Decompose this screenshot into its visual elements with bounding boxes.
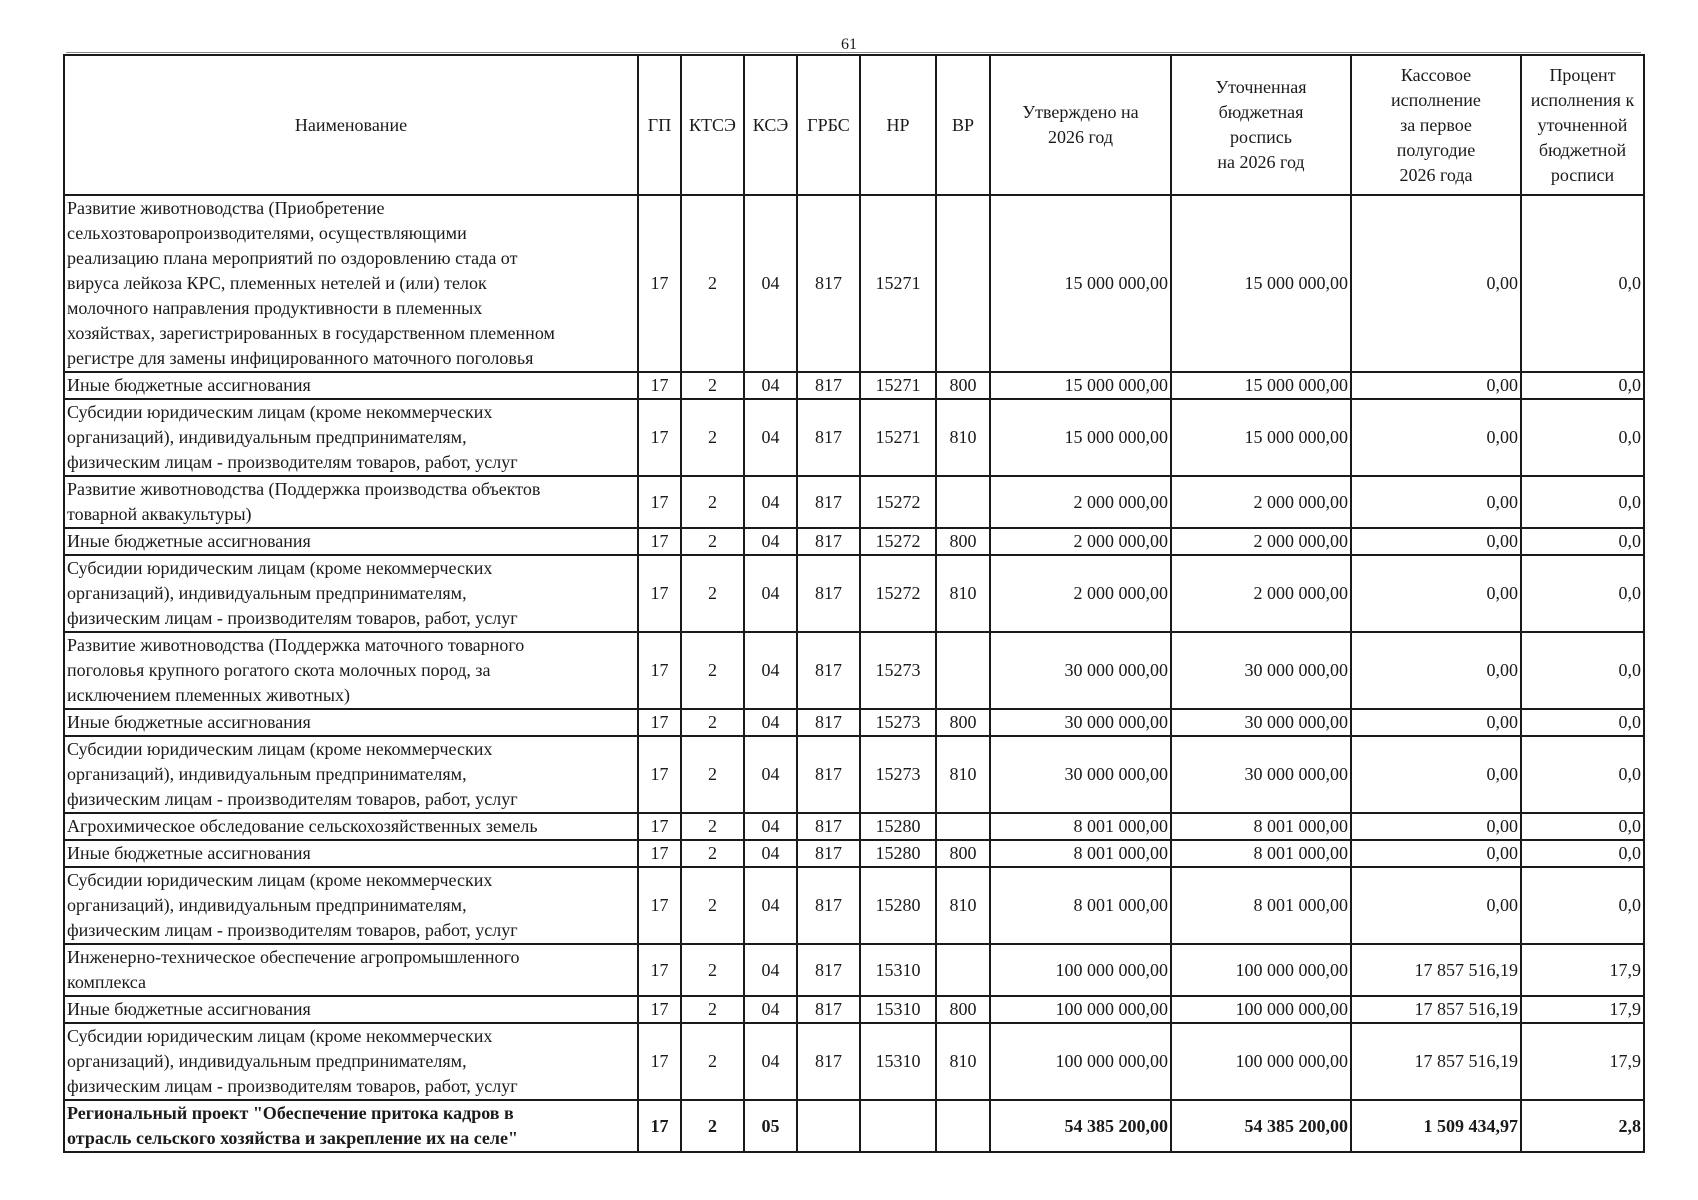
cell-grbs: 817 <box>797 632 860 709</box>
cell-percent: 0,0 <box>1521 632 1644 709</box>
cell-ktse: 2 <box>681 996 744 1023</box>
cell-np: 15271 <box>860 372 936 399</box>
cell-name <box>64 1100 638 1152</box>
table-row <box>64 632 1644 709</box>
cell-gp: 17 <box>638 709 681 736</box>
cell-name <box>64 195 638 372</box>
header-grbs: ГРБС <box>797 55 860 195</box>
cell-name-line: Иные бюджетные ассигнования <box>67 843 311 863</box>
cell-ktse: 2 <box>681 476 744 528</box>
cell-grbs: 817 <box>797 709 860 736</box>
cell-percent: 0,0 <box>1521 476 1644 528</box>
cell-grbs: 817 <box>797 528 860 555</box>
cell-cash: 0,00 <box>1351 867 1521 944</box>
page-number: 61 <box>841 36 857 53</box>
cell-np: 15280 <box>860 867 936 944</box>
cell-vr: 800 <box>936 372 990 399</box>
cell-cash: 0,00 <box>1351 555 1521 632</box>
cell-name-line: физическим лицам - производителям товаров, работ, услуг <box>67 1076 518 1096</box>
cell-np: 15273 <box>860 632 936 709</box>
header-refined <box>1171 55 1351 195</box>
cell-approved: 15 000 000,00 <box>990 372 1171 399</box>
cell-vr <box>936 1100 990 1152</box>
cell-refined: 2 000 000,00 <box>1171 555 1351 632</box>
header-np: НР <box>860 55 936 195</box>
cell-name-line: организаций), индивидуальным предпринимателям, <box>67 764 467 784</box>
cell-refined: 100 000 000,00 <box>1171 944 1351 996</box>
cell-percent: 0,0 <box>1521 813 1644 840</box>
cell-name-line: организаций), индивидуальным предпринимателям, <box>67 583 467 603</box>
cell-grbs: 817 <box>797 372 860 399</box>
cell-name-line: организаций), индивидуальным предпринимателям, <box>67 1051 467 1071</box>
cell-name-line: Развитие животноводства (Приобретение <box>67 198 385 218</box>
cell-np: 15310 <box>860 1023 936 1100</box>
cell-name <box>64 709 638 736</box>
cell-name-line: Субсидии юридическим лицам (кроме некоммерческих <box>67 1026 493 1046</box>
cell-grbs: 817 <box>797 736 860 813</box>
cell-name-line: организаций), индивидуальным предпринимателям, <box>67 895 467 915</box>
cell-kse: 04 <box>744 736 797 813</box>
cell-ktse: 2 <box>681 736 744 813</box>
cell-kse: 04 <box>744 1023 797 1100</box>
cell-cash: 0,00 <box>1351 709 1521 736</box>
cell-name <box>64 555 638 632</box>
cell-name <box>64 813 638 840</box>
cell-name-line: Региональный проект "Обеспечение притока кадров в <box>67 1103 514 1123</box>
cell-gp: 17 <box>638 840 681 867</box>
table-row <box>64 944 1644 996</box>
cell-name-line: организаций), индивидуальным предпринимателям, <box>67 427 467 447</box>
cell-kse: 04 <box>744 813 797 840</box>
cell-percent: 0,0 <box>1521 840 1644 867</box>
cell-grbs: 817 <box>797 840 860 867</box>
cell-refined: 8 001 000,00 <box>1171 840 1351 867</box>
cell-gp: 17 <box>638 399 681 476</box>
header-refined-line: на 2026 год <box>1217 152 1305 172</box>
cell-percent: 0,0 <box>1521 736 1644 813</box>
table-row <box>64 709 1644 736</box>
header-ktse: КТСЭ <box>681 55 744 195</box>
cell-approved: 8 001 000,00 <box>990 867 1171 944</box>
cell-name-line: регистре для замены инфицированного маточного поголовья <box>67 348 534 368</box>
cell-name-line: поголовья крупного рогатого скота молочных пород, за <box>67 660 491 680</box>
cell-refined: 15 000 000,00 <box>1171 399 1351 476</box>
table-row <box>64 399 1644 476</box>
cell-vr <box>936 476 990 528</box>
cell-approved: 54 385 200,00 <box>990 1100 1171 1152</box>
cell-percent: 17,9 <box>1521 1023 1644 1100</box>
cell-name <box>64 476 638 528</box>
header-approved <box>990 55 1171 195</box>
cell-refined: 8 001 000,00 <box>1171 813 1351 840</box>
cell-ktse: 2 <box>681 867 744 944</box>
cell-name-line: Инженерно-техническое обеспечение агропромышленного <box>67 947 520 967</box>
cell-percent: 0,0 <box>1521 372 1644 399</box>
cell-np: 15271 <box>860 195 936 372</box>
cell-approved: 100 000 000,00 <box>990 944 1171 996</box>
cell-cash: 0,00 <box>1351 372 1521 399</box>
cell-gp: 17 <box>638 372 681 399</box>
cell-np: 15271 <box>860 399 936 476</box>
cell-kse: 04 <box>744 555 797 632</box>
cell-grbs: 817 <box>797 867 860 944</box>
cell-name-line: Развитие животноводства (Поддержка производства объектов <box>67 479 541 499</box>
cell-approved: 2 000 000,00 <box>990 528 1171 555</box>
cell-percent: 0,0 <box>1521 528 1644 555</box>
cell-approved: 100 000 000,00 <box>990 1023 1171 1100</box>
header-cash-line: 2026 года <box>1399 164 1473 185</box>
table-row <box>64 528 1644 555</box>
cell-vr <box>936 632 990 709</box>
cell-np: 15273 <box>860 736 936 813</box>
cell-approved: 30 000 000,00 <box>990 736 1171 813</box>
table-row <box>64 813 1644 840</box>
cell-name <box>64 996 638 1023</box>
header-kse: КСЭ <box>744 55 797 195</box>
cell-gp: 17 <box>638 1100 681 1152</box>
cell-gp: 17 <box>638 195 681 372</box>
header-cash-line: полугодие <box>1396 139 1476 160</box>
table-row <box>64 372 1644 399</box>
cell-name <box>64 867 638 944</box>
cell-name <box>64 399 638 476</box>
cell-name-line: вируса лейкоза КРС, племенных нетелей и (или) телок <box>67 273 487 293</box>
cell-ktse: 2 <box>681 944 744 996</box>
table-row <box>64 840 1644 867</box>
header-cash-line: Кассовое <box>1400 64 1472 85</box>
cell-np: 15280 <box>860 813 936 840</box>
cell-ktse: 2 <box>681 528 744 555</box>
cell-cash: 0,00 <box>1351 195 1521 372</box>
cell-percent: 17,9 <box>1521 996 1644 1023</box>
header-cash-line: исполнение <box>1391 89 1481 110</box>
header-approved-line: Утверждено на <box>1022 102 1139 122</box>
cell-ktse: 2 <box>681 840 744 867</box>
cell-percent: 2,8 <box>1521 1100 1644 1152</box>
cell-name-line: физическим лицам - производителям товаров, работ, услуг <box>67 452 518 472</box>
header-cash-line: за первое <box>1400 114 1472 135</box>
cell-np: 15280 <box>860 840 936 867</box>
cell-refined: 30 000 000,00 <box>1171 709 1351 736</box>
cell-vr <box>936 195 990 372</box>
cell-vr: 810 <box>936 867 990 944</box>
header-cash <box>1351 55 1521 195</box>
cell-percent: 17,9 <box>1521 944 1644 996</box>
cell-name-line: физическим лицам - производителям товаров, работ, услуг <box>67 789 518 809</box>
cell-cash: 0,00 <box>1351 736 1521 813</box>
cell-percent: 0,0 <box>1521 399 1644 476</box>
header-refined-line: роспись <box>1230 127 1292 147</box>
cell-gp: 17 <box>638 1023 681 1100</box>
cell-grbs: 817 <box>797 1023 860 1100</box>
cell-name-line: отрасль сельского хозяйства и закрепление их на селе" <box>67 1128 519 1148</box>
cell-refined: 54 385 200,00 <box>1171 1100 1351 1152</box>
cell-kse: 04 <box>744 709 797 736</box>
cell-np: 15272 <box>860 528 936 555</box>
cell-ktse: 2 <box>681 1023 744 1100</box>
cell-gp: 17 <box>638 813 681 840</box>
cell-refined: 2 000 000,00 <box>1171 528 1351 555</box>
cell-refined: 30 000 000,00 <box>1171 632 1351 709</box>
header-vr: ВР <box>936 55 990 195</box>
cell-gp: 17 <box>638 736 681 813</box>
cell-cash: 0,00 <box>1351 632 1521 709</box>
cell-ktse: 2 <box>681 195 744 372</box>
cell-approved: 8 001 000,00 <box>990 840 1171 867</box>
cell-name-line: молочного направления продуктивности в племенных <box>67 298 483 318</box>
header-percent-line: исполнения к <box>1530 89 1635 110</box>
table-header <box>64 55 1644 195</box>
cell-grbs: 817 <box>797 555 860 632</box>
cell-refined: 100 000 000,00 <box>1171 1023 1351 1100</box>
cell-np: 15272 <box>860 555 936 632</box>
cell-name-line: реализацию плана мероприятий по оздоровлению стада от <box>67 248 518 268</box>
cell-grbs: 817 <box>797 944 860 996</box>
cell-grbs <box>797 1100 860 1152</box>
cell-name-line: Субсидии юридическим лицам (кроме некоммерческих <box>67 402 493 422</box>
cell-name-line: физическим лицам - производителям товаров, работ, услуг <box>67 608 518 628</box>
cell-np: 15310 <box>860 944 936 996</box>
cell-name-line: Субсидии юридическим лицам (кроме некоммерческих <box>67 870 493 890</box>
cell-gp: 17 <box>638 944 681 996</box>
cell-refined: 8 001 000,00 <box>1171 867 1351 944</box>
cell-ktse: 2 <box>681 399 744 476</box>
cell-grbs: 817 <box>797 476 860 528</box>
cell-vr: 800 <box>936 840 990 867</box>
cell-name-line: Иные бюджетные ассигнования <box>67 375 311 395</box>
header-percent-line: уточненной <box>1537 114 1628 135</box>
cell-gp: 17 <box>638 867 681 944</box>
cell-np: 15272 <box>860 476 936 528</box>
cell-vr <box>936 944 990 996</box>
header-percent-line: бюджетной <box>1538 139 1627 160</box>
cell-vr: 800 <box>936 996 990 1023</box>
cell-name-line: Агрохимическое обследование сельскохозяйственных земель <box>67 816 538 836</box>
cell-grbs: 817 <box>797 996 860 1023</box>
cell-kse: 04 <box>744 632 797 709</box>
cell-name-line: исключением племенных животных) <box>67 685 350 705</box>
cell-vr: 800 <box>936 709 990 736</box>
top-rule <box>66 52 1641 53</box>
cell-approved: 2 000 000,00 <box>990 555 1171 632</box>
cell-name-line: товарной аквакультуры) <box>67 504 252 524</box>
cell-name-line: физическим лицам - производителям товаров, работ, услуг <box>67 920 518 940</box>
cell-name <box>64 840 638 867</box>
cell-name <box>64 944 638 996</box>
cell-percent: 0,0 <box>1521 195 1644 372</box>
cell-name-line: Иные бюджетные ассигнования <box>67 712 311 732</box>
cell-grbs: 817 <box>797 195 860 372</box>
cell-np: 15273 <box>860 709 936 736</box>
cell-kse: 04 <box>744 399 797 476</box>
cell-approved: 15 000 000,00 <box>990 399 1171 476</box>
cell-refined: 15 000 000,00 <box>1171 372 1351 399</box>
cell-approved: 8 001 000,00 <box>990 813 1171 840</box>
cell-kse: 04 <box>744 476 797 528</box>
cell-cash: 0,00 <box>1351 528 1521 555</box>
cell-refined: 2 000 000,00 <box>1171 476 1351 528</box>
cell-name-line: хозяйствах, зарегистрированных в государственном племенном <box>67 323 555 343</box>
cell-cash: 0,00 <box>1351 476 1521 528</box>
cell-gp: 17 <box>638 632 681 709</box>
cell-vr: 800 <box>936 528 990 555</box>
cell-approved: 100 000 000,00 <box>990 996 1171 1023</box>
cell-percent: 0,0 <box>1521 709 1644 736</box>
cell-name <box>64 736 638 813</box>
cell-cash: 17 857 516,19 <box>1351 1023 1521 1100</box>
cell-gp: 17 <box>638 476 681 528</box>
table-row <box>64 1100 1644 1152</box>
cell-ktse: 2 <box>681 813 744 840</box>
cell-kse: 04 <box>744 528 797 555</box>
cell-name-line: Иные бюджетные ассигнования <box>67 531 311 551</box>
table-row <box>64 996 1644 1023</box>
table-body <box>64 195 1644 1152</box>
header-refined-line: Уточненная <box>1215 77 1307 97</box>
cell-approved: 15 000 000,00 <box>990 195 1171 372</box>
cell-refined: 15 000 000,00 <box>1171 195 1351 372</box>
cell-approved: 30 000 000,00 <box>990 632 1171 709</box>
cell-np: 15310 <box>860 996 936 1023</box>
cell-name-line: Развитие животноводства (Поддержка маточного товарного <box>67 635 525 655</box>
cell-kse: 04 <box>744 867 797 944</box>
table-row <box>64 1023 1644 1100</box>
cell-grbs: 817 <box>797 813 860 840</box>
cell-name-line: сельхозтоваропроизводителями, осуществляющими <box>67 223 467 243</box>
cell-name <box>64 1023 638 1100</box>
header-percent-line: Процент <box>1549 64 1616 85</box>
cell-name-line: Иные бюджетные ассигнования <box>67 999 311 1019</box>
cell-ktse: 2 <box>681 555 744 632</box>
cell-cash: 0,00 <box>1351 813 1521 840</box>
cell-ktse: 2 <box>681 372 744 399</box>
cell-cash: 0,00 <box>1351 399 1521 476</box>
table-row <box>64 736 1644 813</box>
budget-table <box>63 54 1645 1153</box>
cell-cash: 0,00 <box>1351 840 1521 867</box>
header-approved-line: 2026 год <box>1047 127 1114 147</box>
cell-kse: 04 <box>744 944 797 996</box>
cell-approved: 30 000 000,00 <box>990 709 1171 736</box>
cell-vr <box>936 813 990 840</box>
cell-cash: 17 857 516,19 <box>1351 996 1521 1023</box>
cell-cash: 1 509 434,97 <box>1351 1100 1521 1152</box>
cell-np <box>860 1100 936 1152</box>
cell-kse: 04 <box>744 372 797 399</box>
cell-gp: 17 <box>638 555 681 632</box>
cell-vr: 810 <box>936 555 990 632</box>
table-row <box>64 867 1644 944</box>
cell-kse: 05 <box>744 1100 797 1152</box>
header-percent-line: росписи <box>1550 164 1615 185</box>
cell-ktse: 2 <box>681 632 744 709</box>
cell-name-line: комплекса <box>67 972 146 992</box>
cell-approved: 2 000 000,00 <box>990 476 1171 528</box>
header-refined-line: бюджетная <box>1218 102 1304 122</box>
cell-percent: 0,0 <box>1521 555 1644 632</box>
cell-vr: 810 <box>936 1023 990 1100</box>
cell-gp: 17 <box>638 996 681 1023</box>
cell-name-line: Субсидии юридическим лицам (кроме некоммерческих <box>67 558 493 578</box>
cell-kse: 04 <box>744 840 797 867</box>
cell-vr: 810 <box>936 736 990 813</box>
table-row <box>64 476 1644 528</box>
cell-name <box>64 632 638 709</box>
cell-percent: 0,0 <box>1521 867 1644 944</box>
cell-refined: 100 000 000,00 <box>1171 996 1351 1023</box>
cell-refined: 30 000 000,00 <box>1171 736 1351 813</box>
cell-grbs: 817 <box>797 399 860 476</box>
cell-ktse: 2 <box>681 709 744 736</box>
cell-name <box>64 528 638 555</box>
table-row <box>64 555 1644 632</box>
header-name: Наименование <box>64 55 638 195</box>
cell-vr: 810 <box>936 399 990 476</box>
cell-cash: 17 857 516,19 <box>1351 944 1521 996</box>
cell-ktse: 2 <box>681 1100 744 1152</box>
header-gp: ГП <box>638 55 681 195</box>
header-percent <box>1521 55 1644 195</box>
cell-name <box>64 372 638 399</box>
table-row <box>64 195 1644 372</box>
cell-gp: 17 <box>638 528 681 555</box>
cell-kse: 04 <box>744 996 797 1023</box>
cell-name-line: Субсидии юридическим лицам (кроме некоммерческих <box>67 739 493 759</box>
cell-kse: 04 <box>744 195 797 372</box>
